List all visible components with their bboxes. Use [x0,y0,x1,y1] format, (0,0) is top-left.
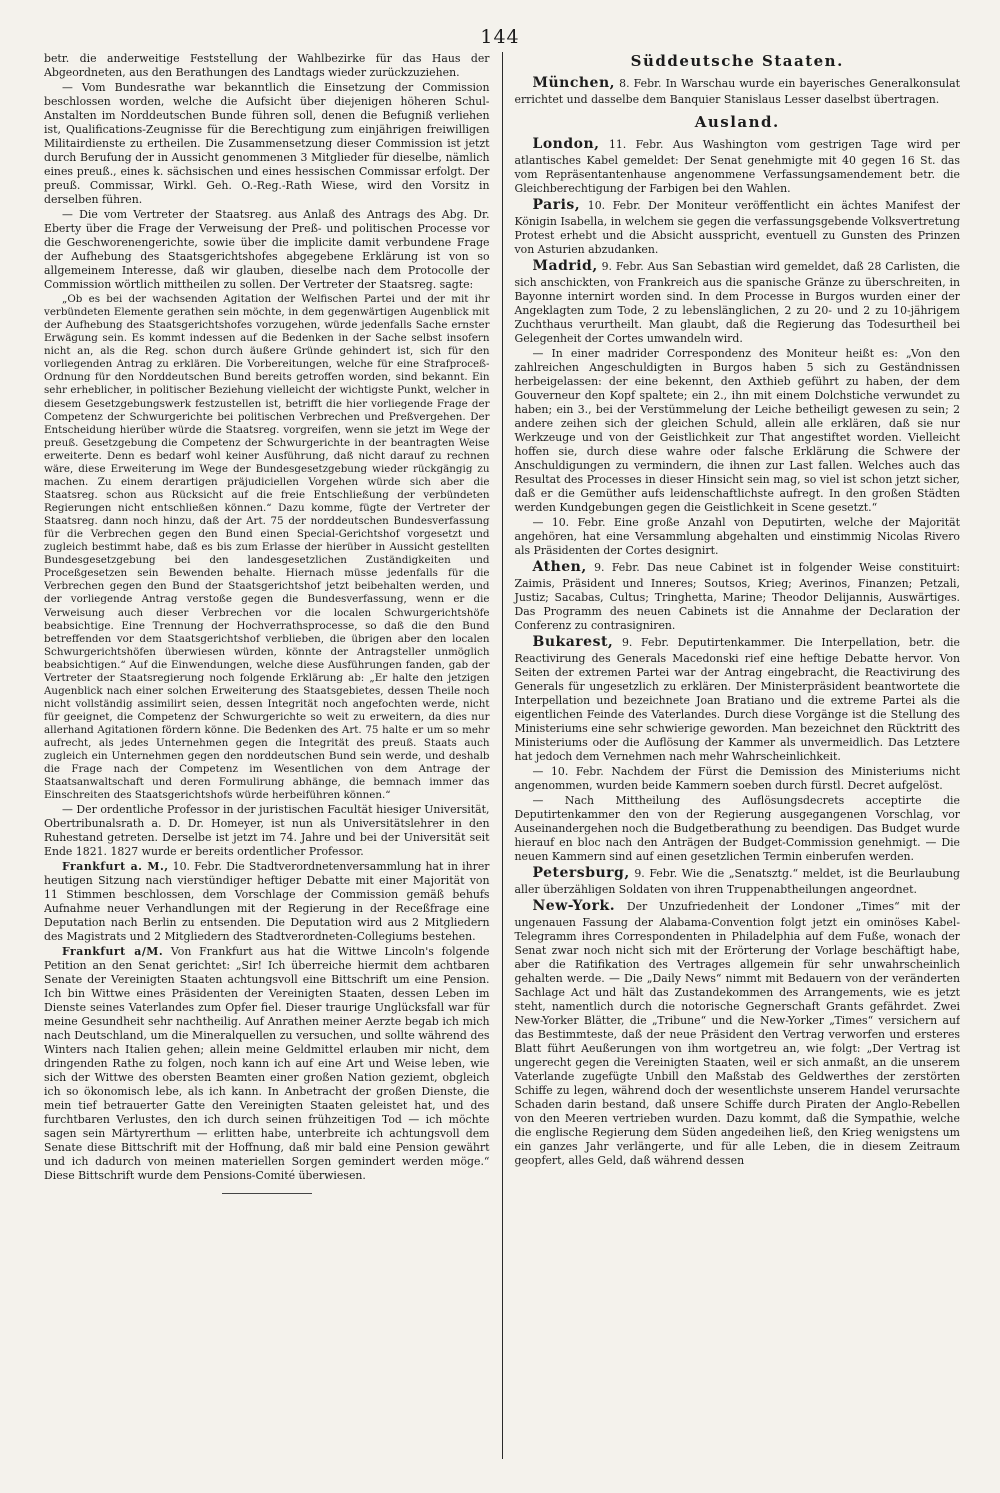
paragraph-text: — Der ordentliche Professor in der juristischen Facultät hiesiger Universität, Obertribunalsrath a. D. Dr. Homeyer, ist nun als Universitätslehrer in den Ruhestand getreten. Derselbe ist jetzt im 74. Jahre und bei der Universität seit Ende 1821. 1827 wurde er bereits ordentlicher Professor. [44,803,490,859]
right-column [503,52,961,1459]
article-paragraph [44,81,490,207]
article-paragraph [515,347,961,515]
article-paragraph [515,136,961,196]
article-paragraph [44,293,490,802]
paragraph-text: 9. Febr. Deputirtenkammer. Die Interpellation, betr. die Reactivirung des Generals Macedonski rief eine heftige Debatte hervor. Von Seiten der extremen Partei war der Antrag eingebracht, die Reactivirung des Generals für ungesetzlich zu erklären. Der Ministerpräsident beantwortete die Interpellation und bezeichnete Joan Bratiano und die extreme Partei als die eigentlichen Feinde des Vaterlandes. Durch diese Vorgänge ist die Stellung des Ministeriums eine sehr schwierige geworden. Man bezeichnet den Rücktritt des Ministeriums oder die Auflösung der Kammer als unvermeidlich. Das Letztere hat jedoch dem Vernehmen nach mehr Wahrscheinlichkeit. [514,635,960,763]
paragraph-text: 8. Febr. In Warschau wurde ein bayerisches Generalkonsulat errichtet und dasselbe dem Banquier Stanislaus Lesser daselbst übertragen. [514,77,960,106]
article-paragraph [515,516,961,558]
paragraph-text: — Vom Bundesrathe war bekanntlich die Einsetzung der Commission beschlossen worden, welche die Aufsicht über diejenigen höheren Schul-Anstalten im Norddeutschen Bunde führen soll, denen die Befugniß verliehen ist, Qualifications-Zeugnisse für die Berechtigung zum einjährigen freiwilligen Militairdienste zu ertheilen. Die Zusammensetzung dieser Commission ist jetzt durch Berufung der in Aussicht genommenen 3 Mitglieder für dieselbe, nämlich eines preuß., eines k. sächsischen und eines hessischen Commissar erfolgt. Der preuß. Commissar, Wirkl. Geh. O.-Reg.-Rath Wiese, wird den Vorsitz in derselben führen. [44,81,490,206]
dateline: New-York. [532,897,616,914]
dateline: Athen, [532,558,587,575]
dateline: Petersburg, [532,864,630,881]
article-paragraph [515,258,961,346]
article-paragraph [515,634,961,764]
paragraph-text: — 10. Febr. Nachdem der Fürst die Demission des Ministeriums nicht angenommen, wurden beide Kammern soeben durch fürstl. Decret aufgelöst. [514,764,960,792]
paragraph-text: betr. die anderweitige Feststellung der Wahlbezirke für das Haus der Abgeordneten, aus den Berathungen des Landtags wieder zurückzuziehen. [44,52,490,79]
left-column [44,52,502,1459]
paragraph-text: 9. Febr. Aus San Sebastian wird gemeldet, daß 28 Carlisten, die sich anschickten, von Frankreich aus die spanische Gränze zu überschreiten, in Bayonne internirt worden sind. In dem Processe in Burgos wurden einer der Angeklagten zum Tode, 2 zu lebenslänglichen, 2 zu 20- und 2 zu 10-jährigem Zuchthaus verurtheilt. Man glaubt, daß die Regierung das Todesurtheil bei Gelegenheit der Cortes umwandeln wird. [514,259,960,345]
paragraph-text: 9. Febr. Wie die „Senatsztg.“ meldet, ist die Beurlaubung aller überzähligen Soldaten von ihren Truppenabtheilungen angeordnet. [514,866,960,896]
paragraph-text: — 10. Febr. Eine große Anzahl von Deputirten, welche der Majorität angehören, hat eine Versammlung abgehalten und einstimmig Nicolas Rivero als Präsidenten der Cortes designirt. [514,515,960,557]
article-paragraph [515,898,961,1168]
page-number: 144 [480,26,520,48]
article-paragraph [515,865,961,897]
article-paragraph [44,208,490,292]
article-paragraph [515,765,961,793]
dateline: Frankfurt a. M., [62,860,169,874]
article-paragraph [44,803,490,859]
dateline: London, [532,135,600,152]
article-paragraph [515,794,961,864]
article-paragraph [515,559,961,633]
section-heading: Süddeutsche Staaten. [630,52,844,70]
columns [44,52,960,1459]
paragraph-text: 10. Febr. Der Moniteur veröffentlicht ein ächtes Manifest der Königin Isabella, in welchem sie gegen die verfassungsgebende Volksvertretung Protest erhebt und die Absicht ausspricht, eventuell zu Gunsten des Prinzen von Asturien abzudanken. [514,198,960,256]
paragraph-text: — Die vom Vertreter der Staatsreg. aus Anlaß des Antrags des Abg. Dr. Eberty über die Frage der Verweisung der Preß- und politischen Processe vor die Geschworenengerichte, sowie über die implicite damit verbundene Frage der Aufhebung des Staatsgerichtshofes abgegebene Erklärung ist von so allgemeinem Interesse, daß wir glauben, dieselbe nach dem Protocolle der Commission wörtlich mittheilen zu sollen. Der Vertreter der Staatsreg. sagte: [44,208,490,291]
end-rule [222,1193,312,1194]
paragraph-text: — In einer madrider Correspondenz des Moniteur heißt es: „Von den zahlreichen Angeschuldigten in Burgos haben 5 sich zu Geständnissen herbeigelassen: der eine bekennt, den Axthieb geführt zu haben, der dem Gouverneur den Kopf spaltete; ein 2., ihn mit einem Dolchstiche verwundet zu haben; ein 3., bei der Verstümmelung der Leiche betheiligt gewesen zu sein; 2 andere zeihen sich der gleichen Schuld, allein alle erklären, daß sie nur Werkzeuge und von der Geistlichkeit zur That angestiftet worden. Vielleicht hoffen sie, durch diese wahre oder falsche Erklärung die Schwere der Anschuldigungen zu vermindern, die ihnen zur Last fallen. Welches auch das Resultat des Processes in dieser Hinsicht sein mag, so viel ist schon jetzt sicher, daß er die Gemüther aufs leidenschaftlichste aufregt. In den großen Städten werden Kundgebungen gegen die Geistlichkeit in Scene gesetzt.“ [514,346,960,514]
paragraph-text: Der Unzufriedenheit der Londoner „Times“ mit der ungenauen Fassung der Alabama-Convention folgt jetzt ein ominöses Kabel-Telegramm ihres Correspondenten in Philadelphia auf dem Fuße, wonach der Senat zwar noch nicht sich mit der Erörterung der Vorlage beschäftigt habe, aber die Ratifikation des Vertrages allgemein für sehr unwahrscheinlich gehalten werde. — Die „Daily News“ nimmt mit Bedauern von der veränderten Sachlage Act und hält das Zustandekommen des Arrangements, wie es jetzt steht, namentlich durch die notorische Gegnerschaft Grants gefährdet. Zwei New-Yorker Blätter, die „Tribune“ und die New-Yorker „Times“ versichern auf das Bestimmteste, daß der neue Präsident den Vertrag verworfen und ersteres Blatt führt Aeußerungen von ihm wortgetreu an, wie folgt: „Der Vertrag ist ungerecht gegen die Vereinigten Staaten, weil er sich anmaßt, an die unserem Vaterlande zugefügte Unbill den Maßstab des Geldwerthes der zerstörten Schiffe zu legen, während doch der wesentlichste unserem Handel verursachte Schaden darin bestand, daß unsere Schiffe durch Piraten der Anglo-Rebellen von den Meeren vertrieben wurden. Dazu kommt, daß die Sympathie, welche die englische Regierung dem Süden angedeihen ließ, den Krieg wenigstens um ein ganzes Jahr verlängerte, und für alle Leben, die in diesem Zeitraum geopfert, alles Geld, daß während dessen [514,899,960,1167]
dateline: Madrid, [532,257,598,274]
paragraph-text: — Nach Mittheilung des Auflösungsdecrets acceptirte die Deputirtenkammer den von der Regierung ausgegangenen Vorschlag, vor Auseinandergehen noch die Budgetberathung zu beendigen. Das Budget wurde hierauf en bloc nach den Anträgen der Budget-Commission genehmigt. — Die neuen Kammern sind auf einen gesetzlichen Termin einberufen werden. [514,793,960,863]
paragraph-text: Von Frankfurt aus hat die Wittwe Lincoln's folgende Petition an den Senat gerichtet: „Sir! Ich überreiche hiermit dem achtbaren Senate der Vereinigten Staaten achtungsvoll eine Bittschrift um eine Pension. Ich bin Wittwe eines Präsidenten der Vereinigten Staaten, dessen Leben im Dienste seines Vaterlandes zum Opfer fiel. Dieser traurige Unglücksfall war für meine Gesundheit sehr nachtheilig. Auf Anrathen meiner Aerzte begab ich mich nach Deutschland, um die Mineralquellen zu versuchen, und sollte während des Winters nach Italien gehen; allein meine Geldmittel erlauben mir nicht, dem dringenden Rathe zu folgen, noch kann ich auf eine Art und Weise leben, wie sich der Wittwe des obersten Beamten einer großen Nation geziemt, obgleich ich so ökonomisch lebe, als ich kann. In Anbetracht der großen Dienste, die mein tief betrauerter Gatte den Vereinigten Staaten geleistet hat, und des furchtbaren Verlustes, den ich durch seinen frühzeitigen Tod — ich möchte sagen sein Märtyrerthum — erlitten habe, unterbreite ich achtungsvoll dem Senate diese Bittschrift mit der Hoffnung, daß mir bald eine Pension gewährt und ich dadurch von meinen materiellen Sorgen gemindert werden möge.“ Diese Bittschrift wurde dem Pensions-Comité überwiesen. [44,945,490,1183]
dateline: Paris, [532,196,581,213]
article-paragraph [515,75,961,107]
section-heading: Ausland. [694,112,780,131]
dateline: Frankfurt a/M. [62,945,164,959]
dateline: München, [532,75,616,91]
article-paragraph [44,860,490,944]
paragraph-text: 9. Febr. Das neue Cabinet ist in folgender Weise constituirt: Zaimis, Präsident und Inneres; Soutsos, Krieg; Averinos, Finanzen; Petzali, Justiz; Sacabas, Cultus; Tringhetta, Marine; Theodor Delijannis, Auswärtiges. Das Programm des neuen Cabinets ist die Annahme der Declaration der Conferenz zu contrasigniren. [514,560,960,632]
article-paragraph [44,52,490,80]
paragraph-text: 10. Febr. Die Stadtverordnetenversammlung hat in ihrer heutigen Sitzung nach vierstündiger heftiger Debatte mit einer Majorität von 11 Stimmen beschlossen, dem Vorschlage der Commission gemäß behufs Aufnahme neuer Verhandlungen mit der Regierung in der Receßfrage eine Deputation nach Berlin zu entsenden. Die Deputation wird aus 2 Mitgliedern des Magistrats und 2 Mitgliedern des Stadtverordneten-Collegiums bestehen. [44,860,490,944]
paragraph-text: „Ob es bei der wachsenden Agitation der Welfischen Partei und der mit ihr verbündeten Elemente gerathen sein möchte, in dem gegenwärtigen Augenblick mit der Aufhebung des Staatsgerichtshofes vorzugehen, würde jedenfalls Sache ernster Erwägung sein. Es kommt indessen auf die Bedenken in der Sache selbst insofern nicht an, als die Reg. schon durch äußere Gründe gehindert ist, sich für den vorliegenden Antrag zu erklären. Die Vorbereitungen, welche für eine Strafproceß-Ordnung für den Norddeutschen Bund bereits getroffen worden, sind bekannt. Ein sehr erheblicher, in politischer Beziehung vielleicht der wichtigste Punkt, welcher in diesem Gesetzgebungswerk festzustellen ist, betrifft die hier vorliegende Frage der Competenz der Schwurgerichte bei politischen Verbrechen und Preßvergehen. Der Entscheidung hierüber würde die Staatsreg. vorgreifen, wenn sie jetzt im Wege der preuß. Gesetzgebung die Competenz der Schwurgerichte in der beantragten Weise erweiterte. Denn es bedarf wohl keiner Ausführung, daß nicht darauf zu rechnen wäre, diese Erweiterung im Wege der Bundesgesetzgebung wieder rückgängig zu machen. Zu einem derartigen präjudiciellen Vorgehen würde sich aber die Staatsreg. schon aus Rücksicht auf die freie Entschließung der verbündeten Regierungen nicht entschließen können.“ Dazu komme, fügte der Vertreter der Staatsreg. dann noch hinzu, daß der Art. 75 der norddeutschen Bundesverfassung für die Verbrechen gegen den Bund einen Special-Gerichtshof vorgesetzt und zugleich bestimmt habe, daß es bis zum Erlasse der hierüber in Aussicht gestellten Bundesgesetzgebung bei den landesgesetzlichen Zuständigkeiten und Proceßgesetzen sein Bewenden behalte. Hiernach müsse jedenfalls für die Verbrechen gegen den Bund der Staatsgerichtshof jetzt beibehalten werden, und der vorliegende Antrag verstoße gegen die Bundesverfassung, wenn er die Verweisung auch dieser Verbrechen vor die localen Schwurgerichtshöfe beabsichtige. Eine Trennung der Hochverrathsprocesse, so daß die den Bund betreffenden vor dem Staatsgerichtshof verblieben, die übrigen aber den localen Schwurgerichtshöfen überwiesen würden, könnte der Antragsteller unmöglich beabsichtigen.“ Auf die Einwendungen, welche diese Ausführungen fanden, gab der Vertreter der Staatsregierung noch folgende Erklärung ab: „Er halte den jetzigen Augenblick nach einer solchen Erweiterung des Staatsgebietes, dessen Theile noch nicht vollständig assimilirt seien, dessen Integrität noch angefochten werde, nicht für geeignet, die Competenz der Schwurgerichte so weit zu erweitern, da dies nur allerhand Agitationen fördern könne. Die Bedenken des Art. 75 halte er um so mehr aufrecht, als jedes Unternehmen gegen die Integrität des preuß. Staats auch zugleich ein Unternehmen gegen den norddeutschen Bund sein werde, und deshalb die Frage nach der Competenz im Wesentlichen von dem Antrage der Staatsanwaltschaft und deren Formulirung abhänge, die bemnach immer das Einschreiten des Staatsgerichtshofs würde herbeiführen können.“ [44,293,490,802]
paragraph-text: 11. Febr. Aus Washington vom gestrigen Tage wird per atlantisches Kabel gemeldet: Der Senat genehmigte mit 40 gegen 16 St. das vom Repräsentantenhause angenommene Verfassungsamendement betr. die Gleichberechtigung der Farbigen bei den Wahlen. [514,137,960,195]
article-paragraph [515,197,961,257]
article-paragraph [44,945,490,1183]
dateline: Bukarest, [532,633,614,650]
